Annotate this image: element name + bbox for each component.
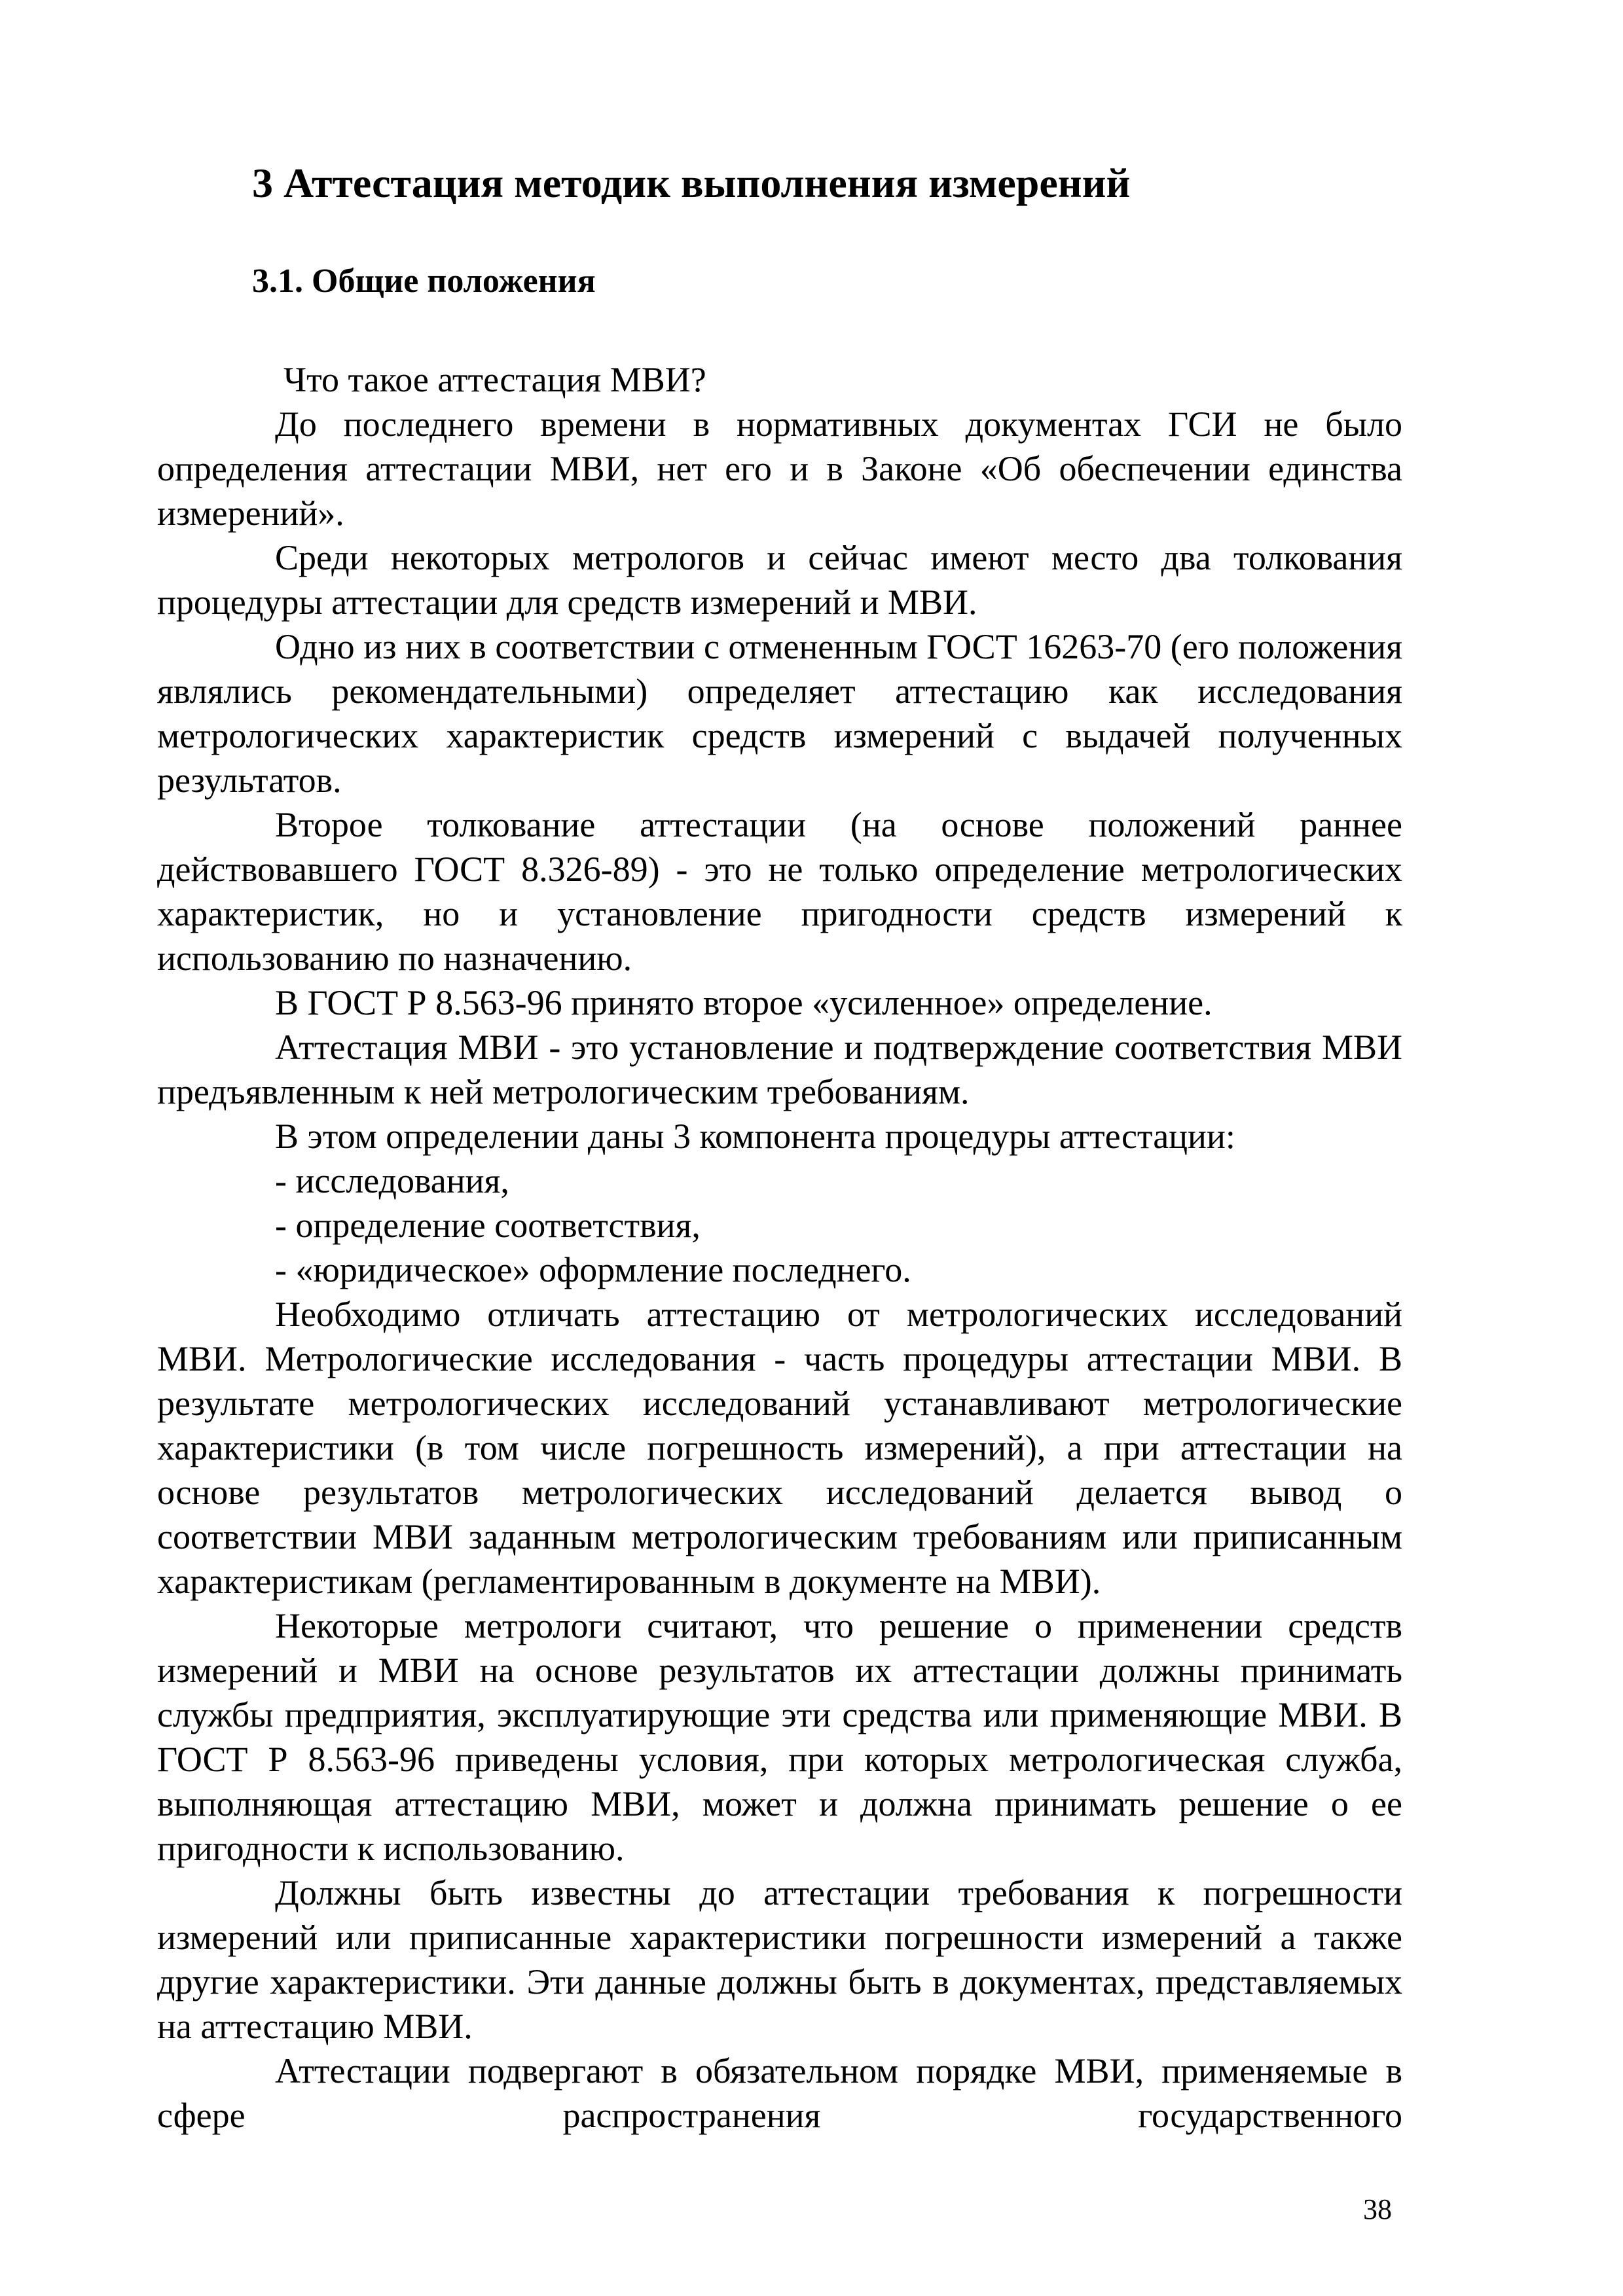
page-number: 38 [1363, 2193, 1392, 2225]
paragraph: Одно из них в соответствии с отмененным ГОСТ 16263-70 (его положения являлись рекомендательными) определяет аттестацию как исследования метрологических характеристик средств измерений с выдачей полученных результатов. [157, 627, 1402, 800]
question-line: Что такое аттестация МВИ? [283, 360, 706, 399]
page-content [157, 152, 1402, 2138]
paragraph: Должны быть известны до аттестации требования к погрешности измерений или приписанные характеристики погрешности измерений а также другие характеристики. Эти данные должны быть в документах, представляемых на аттестацию МВИ. [157, 1873, 1402, 2046]
paragraph: Аттестации подвергают в обязательном порядке МВИ, применяемые в сфере распространения государственного [157, 2051, 1402, 2135]
paragraph: Второе толкование аттестации (на основе положений раннее действовавшего ГОСТ 8.326-89) - это не только определение метрологических характеристик, но и установление пригодности средств измерений к использованию по назначению. [157, 805, 1402, 978]
subsection-heading: 3.1. Общие положения [252, 262, 596, 300]
paragraph: Среди некоторых метрологов и сейчас имеют место два толкования процедуры аттестации для средств измерений и МВИ. [157, 538, 1402, 622]
paragraph: До последнего времени в нормативных документах ГСИ не было определения аттестации МВИ, нет его и в Законе «Об обеспечении единства измерений». [157, 404, 1402, 533]
list-item: - «юридическое» оформление последнего. [275, 1250, 911, 1289]
list-item: - определение соответствия, [275, 1206, 701, 1245]
paragraph: Необходимо отличать аттестацию от метрологических исследований МВИ. Метрологические исследования - часть процедуры аттестации МВИ. В результате метрологических исследований устанавливают метрологические характеристики (в том числе погрешность измерений), а при аттестации на основе результатов метрологических исследований делается вывод о соответствии МВИ заданным метрологическим требованиям или приписанным характеристикам (регламентированным в документе на МВИ). [157, 1295, 1402, 1601]
paragraph: В этом определении даны 3 компонента процедуры аттестации: [275, 1117, 1235, 1156]
section-heading: 3 Аттестация методик выполнения измерений [252, 160, 1131, 206]
paragraph: Некоторые метрологи считают, что решение о применении средств измерений и МВИ на основе результатов их аттестации должны принимать службы предприятия, эксплуатирующие эти средства или применяющие МВИ. В ГОСТ Р 8.563-96 приведены условия, при которых метрологическая служба, выполняющая аттестацию МВИ, может и должна принимать решение о ее пригодности к использованию. [157, 1606, 1402, 1868]
list-item: - исследования, [275, 1161, 509, 1200]
paragraph: В ГОСТ Р 8.563-96 принято второе «усиленное» определение. [275, 983, 1213, 1022]
paragraph: Аттестация МВИ - это установление и подтверждение соответствия МВИ предъявленным к ней метрологическим требованиям. [157, 1028, 1402, 1111]
